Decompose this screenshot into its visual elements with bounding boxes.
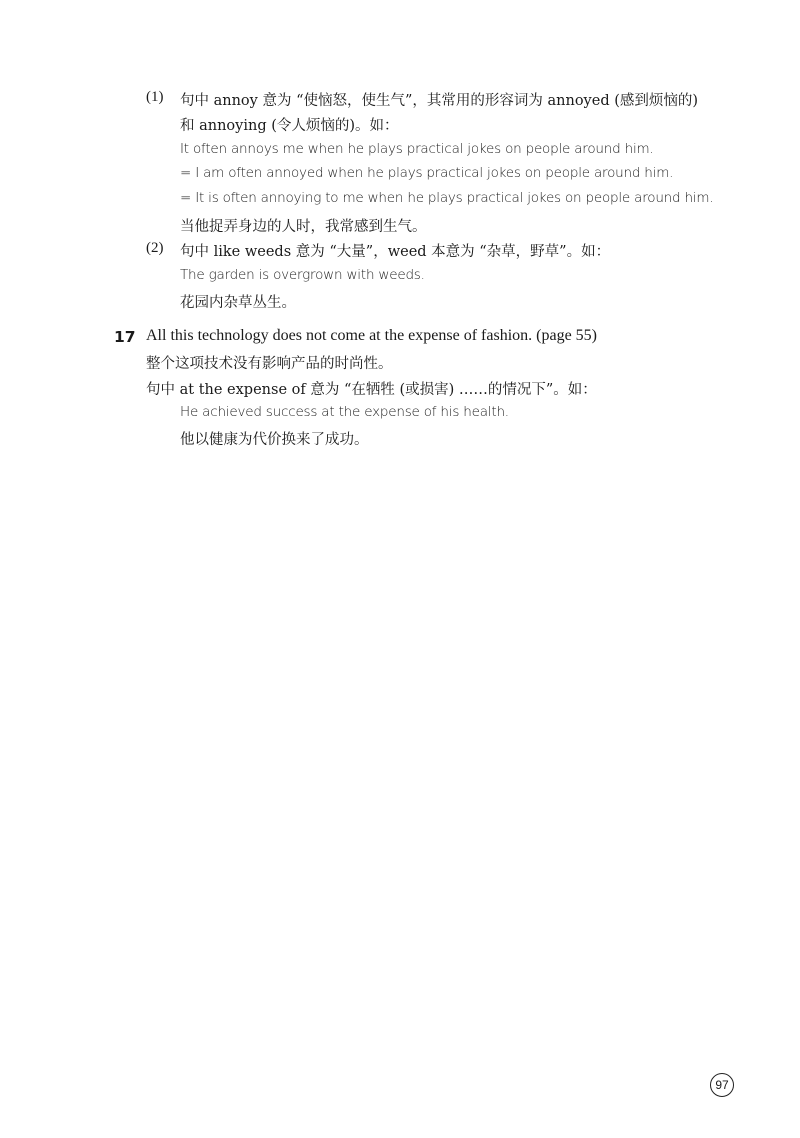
section-17-number: 17	[114, 328, 136, 346]
item-2-number: (2)	[146, 240, 164, 256]
item-2-translation: 花园内杂草丛生。	[180, 295, 296, 311]
item-2-example: The garden is overgrown with weeds.	[180, 267, 425, 283]
page-number-badge	[710, 1073, 734, 1097]
section-17-translation: 他以健康为代价换来了成功。	[180, 432, 369, 448]
item-1-example-2: = I am often annoyed when he plays practical jokes on people around him.	[180, 165, 674, 181]
section-17-explanation: 句中 at the expense of 意为 “在牺牲 (或损害) ……的情况下”。如：	[146, 382, 597, 398]
item-1-example-3: = It is often annoying to me when he plays practical jokes on people around him.	[180, 190, 714, 206]
item-2-explanation: 句中 like weeds 意为 “大量”，weed 本意为 “杂草，野草”。如：	[180, 244, 611, 260]
item-1-example-1: It often annoys me when he plays practical jokes on people around him.	[180, 141, 654, 157]
page-number: 97	[715, 1078, 729, 1092]
item-1-number: (1)	[146, 89, 164, 105]
item-1-explanation-line-2: 和 annoying (令人烦恼的)。如：	[180, 118, 399, 134]
section-17-example: He achieved success at the expense of his health.	[180, 404, 509, 420]
section-17-heading: All this technology does not come at the expense of fashion. (page 55)	[146, 327, 597, 344]
section-17-heading-translation: 整个这项技术没有影响产品的时尚性。	[146, 356, 393, 372]
item-1-translation: 当他捉弄身边的人时，我常感到生气。	[180, 219, 427, 235]
item-1-explanation-line-1: 句中 annoy 意为 “使恼怒，使生气”，其常用的形容词为 annoyed (感到烦恼的)	[180, 93, 699, 109]
